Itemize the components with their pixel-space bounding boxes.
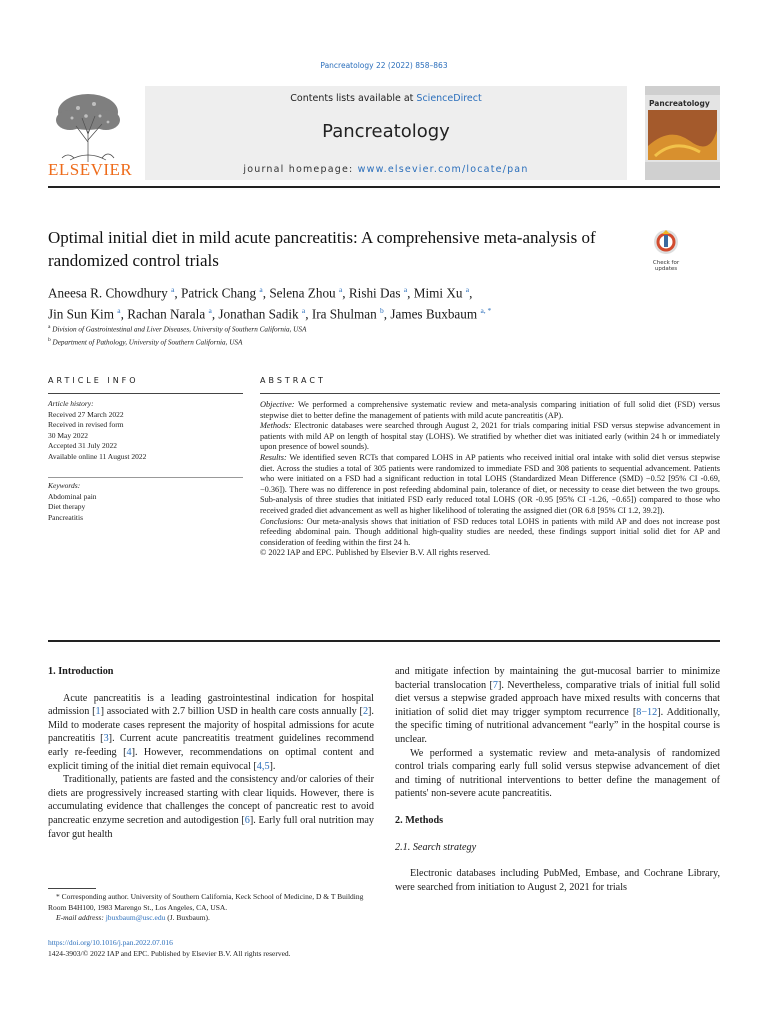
reference-link[interactable]: 6 — [244, 814, 250, 826]
author-affiliation-mark[interactable]: a — [171, 285, 175, 294]
body-left-column — [48, 665, 374, 841]
author-name: Rachan Narala — [127, 306, 206, 322]
author-affiliation-mark[interactable]: a — [465, 285, 470, 294]
history-item: Accepted 31 July 2022 — [48, 441, 117, 450]
author-separator: , — [174, 285, 182, 301]
keywords — [48, 481, 243, 523]
homepage-link[interactable]: www.elsevier.com/locate/pan — [357, 164, 529, 175]
author-name: Jonathan Sadik — [218, 306, 299, 322]
abstract-divider — [260, 393, 720, 394]
history-item: 30 May 2022 — [48, 430, 88, 440]
results-label: Results: — [260, 452, 287, 462]
author-affiliation-mark[interactable]: a, * — [480, 306, 492, 316]
citation-link[interactable]: Pancreatology 22 (2022) 858–863 — [320, 61, 448, 70]
text-run: and mitigate infection by maintaining the gut-mucosal barrier to minimize bacterial translocation [ — [395, 666, 720, 691]
reference-link[interactable]: 7 — [492, 679, 499, 691]
article-history — [48, 399, 243, 462]
abstract-objective — [260, 400, 720, 421]
history-item: Received in revised form — [48, 420, 124, 429]
homepage-prefix: journal homepage: — [243, 164, 358, 175]
journal-cover-thumbnail[interactable] — [645, 86, 720, 180]
methods-paragraph: Electronic databases including PubMed, Embase, and Cochrane Library, were searched from initiation to August 2, 2021 for trials — [395, 868, 720, 893]
intro-paragraph — [395, 665, 720, 747]
author-name: Selena Zhou — [269, 285, 336, 301]
methods-text: Electronic databases were searched through August 2, 2021 for trials comparing initial FSD versus stepwise advancement in patients with mild AP on length of hospital stay (LOHS). We stratified by whether diet was initiated early (within 24 h or immediately upon presence of bowel sounds). — [260, 421, 720, 452]
doi-block — [48, 938, 448, 959]
keywords-divider — [48, 477, 243, 478]
author-name: Patrick Chang — [181, 285, 257, 301]
keyword-item: Pancreatitis — [48, 512, 83, 522]
abstract-heading: ABSTRACT — [260, 376, 326, 385]
crossmark-icon — [653, 229, 679, 255]
author-affiliation-mark[interactable]: a — [117, 306, 121, 316]
affiliation-text: Department of Pathology, University of Southern California, USA — [52, 338, 243, 347]
affiliation-mark: a — [48, 324, 51, 330]
affiliation-text: Division of Gastrointestinal and Liver Diseases, University of Southern California, USA — [52, 325, 307, 334]
author-separator: , — [305, 306, 312, 322]
intro-paragraph: We performed a systematic review and meta-analysis of randomized control trials comparing early full solid versus stepwise advancement of diet and timing of nutritional interventions to better define the management of patients' non-severe acute pancreatitis. — [395, 747, 720, 800]
author-affiliation-mark[interactable]: a — [301, 306, 306, 316]
intro-paragraph — [48, 692, 374, 774]
reference-link[interactable]: 2 — [362, 706, 369, 718]
text-run: ]. Nevertheless, comparative trials of initial full solid diet versus a stepwise graded approach have mixed results with concerns that initiation of solid diet may trigger symptom recurrence [ — [395, 679, 720, 718]
author-name: Jin Sun Kim — [48, 306, 114, 322]
methods-label: Methods: — [260, 421, 292, 431]
author-name: Mimi Xu — [413, 285, 463, 301]
homepage-line — [145, 164, 627, 175]
author-list — [48, 281, 648, 324]
author-name: James Buxbaum — [390, 306, 478, 322]
email-suffix: (J. Buxbaum). — [165, 913, 210, 922]
article-info-heading: ARTICLE INFO — [48, 376, 139, 385]
body-right-column — [395, 665, 720, 894]
text-run: ]. However, recommendations on optimal content and explicit timing of the initial diet remain equivocal [ — [48, 746, 374, 772]
abstract-conclusions — [260, 517, 720, 549]
author-separator: , — [342, 285, 349, 301]
affiliation-line — [48, 335, 648, 348]
author-affiliation-mark[interactable]: a — [208, 306, 212, 316]
corresponding-author-footnote — [48, 892, 374, 924]
author-name: Ira Shulman — [311, 306, 377, 322]
affiliation-mark: b — [48, 337, 51, 344]
contents-line — [145, 93, 627, 104]
methods-heading: 2. Methods — [395, 814, 444, 826]
author-separator: , — [262, 285, 270, 301]
journal-name: Pancreatology — [322, 121, 450, 142]
crossmark-label: Check for updates — [652, 260, 680, 272]
introduction-heading: 1. Introduction — [48, 666, 114, 677]
objective-text: We performed a comprehensive systematic review and meta-analysis comparing initiation of full solid diet (FSD) versus stepwise diet to better define the management of patients with mild acute pancreatitis (AP). — [260, 400, 720, 420]
reference-link[interactable]: 4 — [126, 746, 132, 758]
affiliations — [48, 322, 648, 349]
author-name: Aneesa R. Chowdhury — [48, 285, 168, 301]
keyword-item: Diet therapy — [48, 502, 86, 511]
author-separator: , — [211, 306, 219, 322]
journal-masthead — [145, 86, 627, 180]
author-separator: , — [469, 285, 473, 301]
abstract-methods — [260, 421, 720, 453]
corresponding-author-text: * Corresponding author. University of Southern California, Keck School of Medicine, D & T Building Room B4H100, 1983 Marengo St., Los Angeles, CA, USA. — [48, 892, 364, 912]
article-title: Optimal initial diet in mild acute pancreatitis: A comprehensive meta-analysis of randomized control trials — [48, 228, 596, 270]
objective-label: Objective: — [260, 400, 295, 409]
issn-line: 1424-3903/© 2022 IAP and EPC. Published by Elsevier B.V. All rights reserved. — [48, 948, 291, 958]
text-run: ]. Early full oral nutrition may favor gut health — [48, 814, 374, 840]
text-run: ]. Additionally, the specific timing of nutritional advancement “early” in the hospital course is unclear. — [395, 706, 720, 745]
elsevier-logo[interactable] — [48, 90, 133, 180]
author-affiliation-mark[interactable]: b — [379, 306, 384, 316]
contents-prefix: Contents lists available at — [290, 93, 417, 104]
text-run: Acute pancreatitis is a leading gastrointestinal indication for hospital admission [ — [48, 692, 374, 718]
abstract-body — [260, 400, 720, 559]
author-separator: , — [383, 306, 391, 322]
check-for-updates-badge[interactable] — [646, 229, 686, 272]
affiliation-line — [48, 322, 648, 335]
author-name: Rishi Das — [348, 285, 401, 301]
email-label: E-mail address: — [56, 913, 104, 922]
author-separator: , — [120, 306, 128, 322]
sciencedirect-link[interactable]: ScienceDirect — [416, 93, 482, 104]
email-link[interactable]: jbuxbaum@usc.edu — [105, 913, 166, 922]
history-item: Received 27 March 2022 — [48, 409, 124, 419]
reference-link[interactable]: 8−12 — [636, 706, 658, 718]
email-line — [48, 913, 374, 924]
history-item: Available online 11 August 2022 — [48, 451, 147, 461]
author-separator: , — [407, 285, 414, 301]
intro-paragraph — [48, 773, 374, 841]
abstract-results — [260, 453, 720, 517]
author-affiliation-mark[interactable]: a — [403, 285, 408, 294]
cover-title: Pancreatology — [649, 99, 710, 108]
abstract-copyright: © 2022 IAP and EPC. Published by Elsevier B.V. All rights reserved. — [260, 548, 491, 558]
doi-link[interactable]: https://doi.org/10.1016/j.pan.2022.07.016 — [48, 938, 173, 947]
reference-link[interactable]: 4,5 — [256, 760, 270, 772]
footnote-divider — [48, 888, 96, 889]
header-divider — [48, 186, 720, 188]
text-run: ] associated with 2.7 billion USD in health care costs annually [ — [100, 706, 363, 718]
author-affiliation-mark[interactable]: a — [338, 285, 343, 294]
text-run: ]. — [269, 760, 276, 772]
journal-citation[interactable] — [0, 61, 768, 70]
reference-link[interactable]: 1 — [95, 706, 101, 718]
conclusions-label: Conclusions: — [260, 516, 304, 526]
elsevier-tree-icon — [48, 90, 128, 164]
history-label: Article history: — [48, 399, 94, 408]
article-info-divider — [48, 393, 243, 394]
publisher-name: ELSEVIER — [48, 160, 133, 179]
reference-link[interactable]: 3 — [103, 733, 109, 745]
text-run: ]. Mild to moderate cases represent the majority of hospital admissions for acute pancreatitis [ — [48, 706, 374, 745]
text-run: Traditionally, patients are fasted and the consistency and/or calories of their diets are progressively increased starting with clear liquids. However, there is accumulating evidence that challenges the concept of pancreatic rest to avoid pancreatic enzyme secretion and autodigestion [ — [48, 774, 374, 826]
author-affiliation-mark[interactable]: a — [259, 285, 263, 294]
keyword-item: Abdominal pain — [48, 491, 97, 501]
text-run: ]. Current acute pancreatitis treatment guidelines recommend early re-feeding [ — [48, 733, 374, 758]
search-strategy-heading: 2.1. Search strategy — [395, 841, 477, 853]
conclusions-text: Our meta-analysis shows that initiation of FSD reduces total LOHS in patients with mild AP and does not increase post refeeding abdominal pain. Though additional high-quality studies are needed, these findings support initial solid diet for AP and consideration of feeding within the first 24 h. — [260, 516, 720, 547]
abstract-bottom-divider — [48, 640, 720, 642]
results-text: We identified seven RCTs that compared LOHS in AP patients who received initial oral intake with solid diet versus stepwise diet. Across the studies a total of 305 patients were randomized to immediate FSD and 308 patients to sequential advancement. Patients who were initiated on a FSD had a significant reduction in total LOHS (Standardized Mean Difference (SMD) −0.52 [95% CI -0.69, −0.36]). There was no difference in post refeeding abdominal pain, tolerance of diet, or necessity to cease diet between the two groups. Sub-analysis of three studies that initiated FSD early reduced total LOHS (OR -0.95 [95% CI -1.26, −0.65]) compared to those who received graded diet advancement as well as higher likelihood of tolerating the assigned diet (OR 6.8 [95% CI 1.2, 39.2]). — [260, 452, 720, 515]
keywords-label: Keywords: — [48, 481, 81, 490]
